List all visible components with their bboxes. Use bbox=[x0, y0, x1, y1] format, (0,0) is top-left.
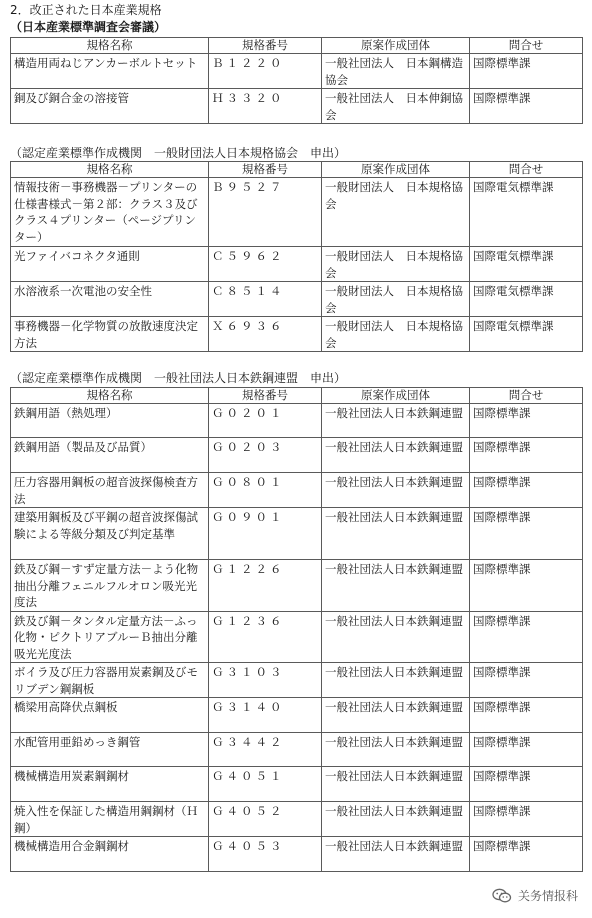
standard-name: 事務機器－化学物質の放散速度決定方法 bbox=[11, 317, 209, 352]
standard-name: 銅及び銅合金の溶接管 bbox=[11, 89, 209, 124]
draft-organization: 一般社団法人日本鉄鋼連盟 bbox=[322, 733, 470, 767]
wechat-icon bbox=[492, 888, 512, 904]
standard-number: Ｇ３１４０ bbox=[209, 698, 322, 733]
standard-number: Ｘ６９３６ bbox=[209, 317, 322, 352]
table-row bbox=[11, 404, 583, 438]
section1-subheading: （日本産業標準調査会審議） bbox=[10, 20, 167, 34]
header-number: 規格番号 bbox=[209, 388, 322, 404]
section1-heading: 2．改正された日本産業規格 bbox=[10, 3, 162, 17]
draft-organization: 一般財団法人 日本規格協会 bbox=[322, 282, 470, 317]
header-number: 規格番号 bbox=[209, 162, 322, 178]
draft-organization: 一般社団法人日本鉄鋼連盟 bbox=[322, 508, 470, 560]
standard-number: Ｇ４０５２ bbox=[209, 802, 322, 837]
standard-number: Ｂ１２２０ bbox=[209, 54, 322, 89]
table-row bbox=[11, 767, 583, 802]
table-row bbox=[11, 611, 583, 663]
contact-division: 国際標準課 bbox=[470, 473, 583, 508]
contact-division: 国際電気標準課 bbox=[470, 317, 583, 352]
table-row bbox=[11, 473, 583, 508]
draft-organization: 一般社団法人日本鉄鋼連盟 bbox=[322, 802, 470, 837]
header-org: 原案作成団体 bbox=[322, 38, 470, 54]
contact-division: 国際標準課 bbox=[470, 438, 583, 473]
header-name: 規格名称 bbox=[11, 38, 209, 54]
draft-organization: 一般社団法人日本鉄鋼連盟 bbox=[322, 404, 470, 438]
draft-organization: 一般財団法人 日本規格協会 bbox=[322, 178, 470, 247]
standard-name: 機械構造用合金鋼鋼材 bbox=[11, 837, 209, 872]
draft-organization: 一般社団法人日本鉄鋼連盟 bbox=[322, 698, 470, 733]
table-header-row bbox=[11, 162, 583, 178]
standard-number: Ｇ４０５３ bbox=[209, 837, 322, 872]
table-row bbox=[11, 438, 583, 473]
standard-number: Ｃ８５１４ bbox=[209, 282, 322, 317]
standard-name: 水配管用亜鉛めっき鋼管 bbox=[11, 733, 209, 767]
table-row bbox=[11, 317, 583, 352]
standard-name: 水溶液系一次電池の安全性 bbox=[11, 282, 209, 317]
contact-division: 国際標準課 bbox=[470, 560, 583, 612]
standard-name: ボイラ及び圧力容器用炭素鋼及びモリブデン鋼鋼板 bbox=[11, 663, 209, 698]
contact-division: 国際標準課 bbox=[470, 89, 583, 124]
table-row bbox=[11, 733, 583, 767]
standard-number: Ｇ０２０１ bbox=[209, 404, 322, 438]
draft-organization: 一般社団法人 日本鋼構造協会 bbox=[322, 54, 470, 89]
table-row bbox=[11, 178, 583, 247]
contact-division: 国際標準課 bbox=[470, 663, 583, 698]
table-row bbox=[11, 698, 583, 733]
header-contact: 問合せ bbox=[470, 162, 583, 178]
draft-organization: 一般社団法人日本鉄鋼連盟 bbox=[322, 560, 470, 612]
section1-table bbox=[10, 37, 583, 124]
standard-number: Ｇ０２０３ bbox=[209, 438, 322, 473]
table-row bbox=[11, 802, 583, 837]
contact-division: 国際標準課 bbox=[470, 54, 583, 89]
draft-organization: 一般社団法人日本鉄鋼連盟 bbox=[322, 611, 470, 663]
table-header-row bbox=[11, 38, 583, 54]
contact-division: 国際電気標準課 bbox=[470, 282, 583, 317]
contact-division: 国際標準課 bbox=[470, 508, 583, 560]
header-name: 規格名称 bbox=[11, 388, 209, 404]
contact-division: 国際標準課 bbox=[470, 837, 583, 872]
table-row bbox=[11, 508, 583, 560]
standard-name: 鉄鋼用語（製品及び品質） bbox=[11, 438, 209, 473]
header-org: 原案作成団体 bbox=[322, 388, 470, 404]
table-row bbox=[11, 560, 583, 612]
standard-name: 焼入性を保証した構造用鋼鋼材（Ｈ鋼） bbox=[11, 802, 209, 837]
section2-table bbox=[10, 161, 583, 352]
watermark bbox=[492, 887, 578, 904]
standard-name: 機械構造用炭素鋼鋼材 bbox=[11, 767, 209, 802]
watermark-text: 关务情报科 bbox=[517, 889, 578, 903]
contact-division: 国際電気標準課 bbox=[470, 247, 583, 282]
contact-division: 国際標準課 bbox=[470, 698, 583, 733]
table-row bbox=[11, 282, 583, 317]
draft-organization: 一般財団法人 日本規格協会 bbox=[322, 317, 470, 352]
draft-organization: 一般社団法人日本鉄鋼連盟 bbox=[322, 473, 470, 508]
contact-division: 国際標準課 bbox=[470, 733, 583, 767]
draft-organization: 一般社団法人日本鉄鋼連盟 bbox=[322, 837, 470, 872]
contact-division: 国際標準課 bbox=[470, 802, 583, 837]
header-name: 規格名称 bbox=[11, 162, 209, 178]
standard-number: Ｇ４０５１ bbox=[209, 767, 322, 802]
standard-name: 情報技術－事務機器－プリンターの仕様書様式－第２部：クラス３及びクラス４プリンター（ページプリンター） bbox=[11, 178, 209, 247]
standard-number: Ｇ３４４２ bbox=[209, 733, 322, 767]
table-row bbox=[11, 837, 583, 872]
section3-heading: （認定産業標準作成機関 一般社団法人日本鉄鋼連盟 申出） bbox=[10, 371, 347, 385]
standard-number: Ｈ３３２０ bbox=[209, 89, 322, 124]
draft-organization: 一般社団法人日本鉄鋼連盟 bbox=[322, 767, 470, 802]
section2-heading: （認定産業標準作成機関 一般財団法人日本規格協会 申出） bbox=[10, 146, 347, 160]
standard-number: Ｂ９５２７ bbox=[209, 178, 322, 247]
table-header-row bbox=[11, 388, 583, 404]
table-row bbox=[11, 663, 583, 698]
standard-name: 鉄鋼用語（熱処理） bbox=[11, 404, 209, 438]
contact-division: 国際標準課 bbox=[470, 611, 583, 663]
standard-name: 鉄及び鋼－すず定量方法－よう化物抽出分離フェニルフルオロン吸光光度法 bbox=[11, 560, 209, 612]
table-row bbox=[11, 247, 583, 282]
contact-division: 国際電気標準課 bbox=[470, 178, 583, 247]
draft-organization: 一般社団法人日本鉄鋼連盟 bbox=[322, 438, 470, 473]
draft-organization: 一般社団法人日本鉄鋼連盟 bbox=[322, 663, 470, 698]
contact-division: 国際標準課 bbox=[470, 404, 583, 438]
table-row bbox=[11, 89, 583, 124]
standard-name: 圧力容器用鋼板の超音波探傷検査方法 bbox=[11, 473, 209, 508]
standard-number: Ｇ０８０１ bbox=[209, 473, 322, 508]
section3-table bbox=[10, 387, 583, 872]
header-contact: 問合せ bbox=[470, 388, 583, 404]
header-org: 原案作成団体 bbox=[322, 162, 470, 178]
contact-division: 国際標準課 bbox=[470, 767, 583, 802]
header-number: 規格番号 bbox=[209, 38, 322, 54]
standard-name: 光ファイバコネクタ通則 bbox=[11, 247, 209, 282]
standard-name: 構造用両ねじアンカーボルトセット bbox=[11, 54, 209, 89]
standard-number: Ｇ１２３６ bbox=[209, 611, 322, 663]
standard-number: Ｇ１２２６ bbox=[209, 560, 322, 612]
standard-number: Ｇ０９０１ bbox=[209, 508, 322, 560]
draft-organization: 一般財団法人 日本規格協会 bbox=[322, 247, 470, 282]
standard-name: 橋梁用高降伏点鋼板 bbox=[11, 698, 209, 733]
standard-name: 鉄及び鋼－タンタル定量方法－ふっ化物・ピクトリアブルーＢ抽出分離吸光光度法 bbox=[11, 611, 209, 663]
header-contact: 問合せ bbox=[470, 38, 583, 54]
table-row bbox=[11, 54, 583, 89]
standard-name: 建築用鋼板及び平鋼の超音波探傷試験による等級分類及び判定基準 bbox=[11, 508, 209, 560]
standard-number: Ｇ３１０３ bbox=[209, 663, 322, 698]
standard-number: Ｃ５９６２ bbox=[209, 247, 322, 282]
draft-organization: 一般社団法人 日本伸銅協会 bbox=[322, 89, 470, 124]
